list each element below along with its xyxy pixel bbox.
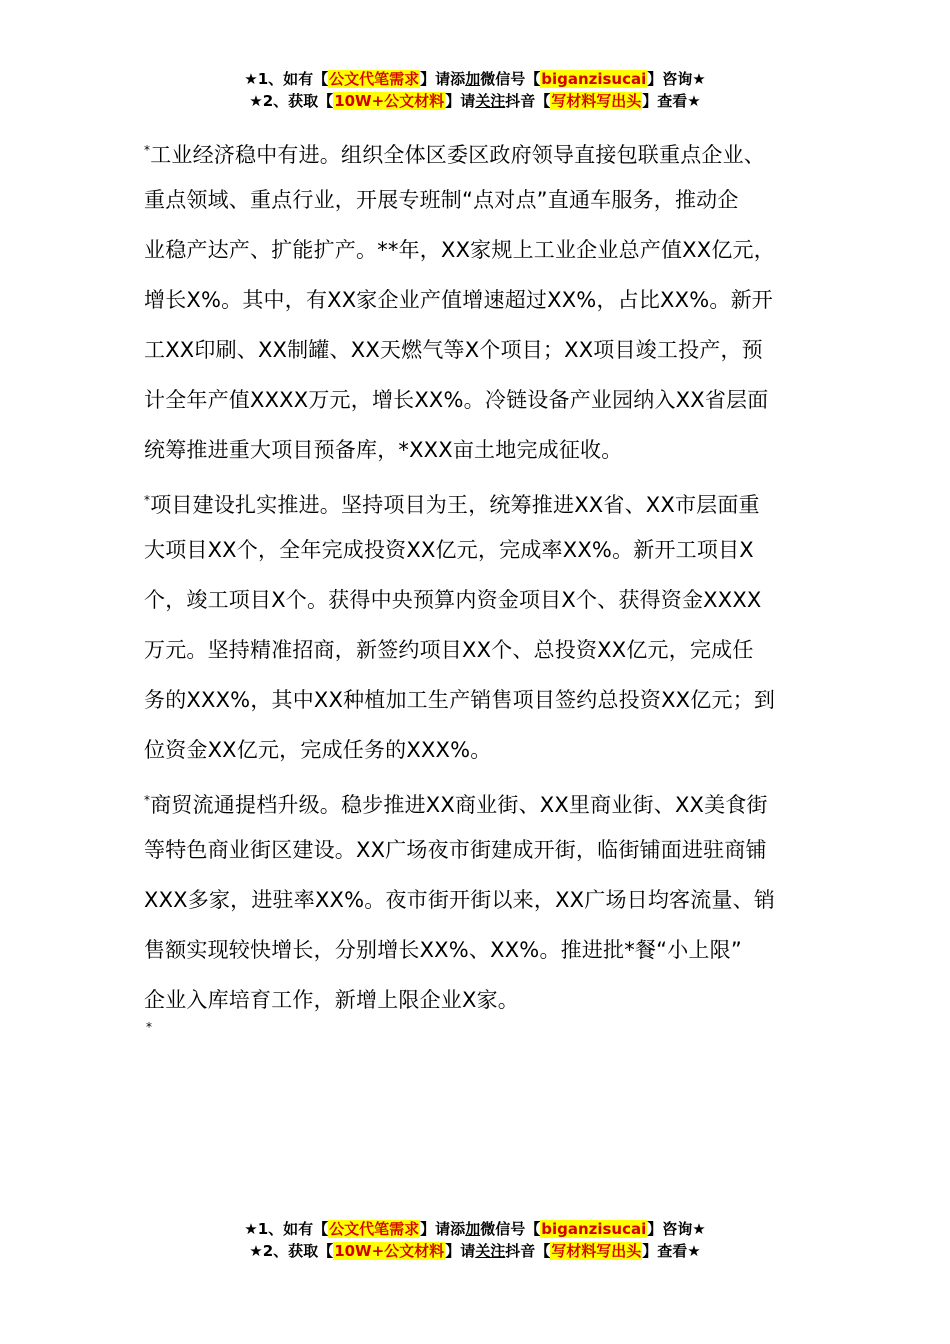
paragraph-line: 增长X%。其中，有XX家企业产值增速超过XX%，占比XX%。新开: [144, 288, 773, 312]
highlight-wechat-id: biganzisucai: [541, 70, 647, 88]
paragraph-project-construction: [144, 475, 824, 775]
highlight-service: 公文代笔需求: [329, 1220, 420, 1238]
paragraph-marker: *: [144, 143, 151, 157]
banner-text: 】咨询★: [647, 70, 706, 88]
paragraph-industrial-economy: [144, 125, 824, 475]
banner-text: 抖音【: [505, 1242, 551, 1260]
paragraph-line: 统筹推进重大项目预备库，*XXX亩土地完成征收。: [144, 438, 623, 462]
paragraph-marker: *: [144, 793, 151, 807]
banner-text: 】查看★: [642, 92, 701, 110]
paragraph-line: [144, 125, 824, 175]
banner-text: 】请: [445, 92, 476, 110]
banner-text: 】请: [445, 1242, 476, 1260]
highlight-douyin-id: 写材料写出头: [551, 92, 642, 110]
paragraph-line: 计全年产值XXXX万元，增长XX%。冷链设备产业园纳入XX省层面: [144, 388, 769, 412]
banner-text: ★1、如有【: [244, 70, 329, 88]
line-text: 商贸流通提档升级。稳步推进XX商业街、XX里商业街、XX美食街: [150, 793, 768, 817]
bottom-banner: [0, 1218, 950, 1262]
line-text: 工业经济稳中有进。组织全体区委区政府领导直接包联重点企业、: [150, 143, 766, 167]
banner-text: 】咨询★: [647, 1220, 706, 1238]
trailing-marker: *: [146, 1020, 152, 1034]
banner-line-2: [0, 90, 950, 112]
line-text: 项目建设扎实推进。坚持项目为王，统筹推进XX省、XX市层面重: [150, 493, 760, 517]
banner-text: 抖音【: [505, 92, 551, 110]
banner-text: 】请添: [420, 70, 466, 88]
banner-line-2: [0, 1240, 950, 1262]
banner-line-1: [0, 1218, 950, 1240]
highlight-materials: 10W+公文材料: [334, 1242, 445, 1260]
banner-underlined-text: 加: [465, 1220, 481, 1238]
paragraph-marker: *: [144, 493, 151, 507]
paragraph-line: 工XX印刷、XX制罐、XX天燃气等X个项目；XX项目竣工投产，预: [144, 338, 763, 362]
paragraph-commerce-circulation: [144, 775, 824, 1025]
paragraph-line: 业稳产达产、扩能扩产。**年，XX家规上工业企业总产值XX亿元，: [144, 238, 775, 262]
paragraph-line: 万元。坚持精准招商，新签约项目XX个、总投资XX亿元，完成任: [144, 638, 754, 662]
paragraph-line: XXX多家，进驻率XX%。夜市街开街以来，XX广场日均客流量、销: [144, 888, 776, 912]
highlight-materials: 10W+公文材料: [334, 92, 445, 110]
paragraph-line: 企业入库培育工作，新增上限企业X家。: [144, 988, 519, 1012]
banner-text: 微信号【: [480, 1220, 541, 1238]
paragraph-line: 重点领域、重点行业，开展专班制“点对点”直通车服务，推动企: [144, 188, 739, 212]
top-banner: [0, 68, 950, 112]
banner-text: ★2、获取【: [249, 92, 334, 110]
paragraph-line: 等特色商业街区建设。XX广场夜市街建成开街，临街铺面进驻商铺: [144, 838, 767, 862]
banner-underlined-text: 加: [465, 70, 481, 88]
banner-text: ★2、获取【: [249, 1242, 334, 1260]
banner-text: 】请添: [420, 1220, 466, 1238]
highlight-service: 公文代笔需求: [329, 70, 420, 88]
banner-underlined-text: 关注: [475, 92, 506, 110]
banner-line-1: [0, 68, 950, 90]
paragraph-line: [144, 475, 824, 525]
banner-text: 】查看★: [642, 1242, 701, 1260]
paragraph-line: 位资金XX亿元，完成任务的XXX%。: [144, 738, 492, 762]
banner-underlined-text: 关注: [475, 1242, 506, 1260]
paragraph-line: 个，竣工项目X个。获得中央预算内资金项目X个、获得资金XXXX: [144, 588, 762, 612]
paragraph-line: 务的XXX%，其中XX种植加工生产销售项目签约总投资XX亿元；到: [144, 688, 776, 712]
paragraph-line: 大项目XX个，全年完成投资XX亿元，完成率XX%。新开工项目X: [144, 538, 754, 562]
highlight-wechat-id: biganzisucai: [541, 1220, 647, 1238]
paragraph-line: 售额实现较快增长，分别增长XX%、XX%。推进批*餐“小上限”: [144, 938, 742, 962]
banner-text: ★1、如有【: [244, 1220, 329, 1238]
paragraph-line: [144, 775, 824, 825]
document-body: [144, 125, 824, 1025]
highlight-douyin-id: 写材料写出头: [551, 1242, 642, 1260]
banner-text: 微信号【: [480, 70, 541, 88]
